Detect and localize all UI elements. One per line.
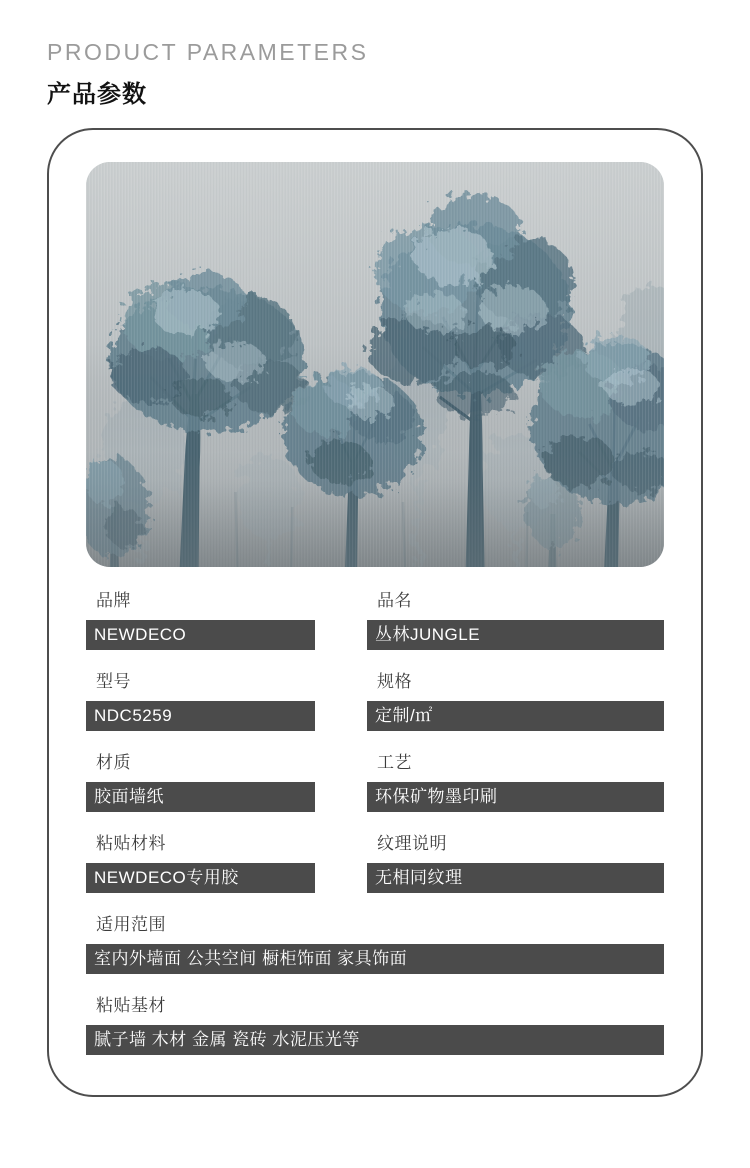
param-value-bar bbox=[86, 1025, 664, 1055]
param-value: 定制/㎡ bbox=[375, 706, 433, 726]
param-row-texture bbox=[367, 834, 664, 893]
product-image bbox=[86, 162, 664, 567]
param-value-bar bbox=[86, 701, 315, 731]
param-row-adhesive bbox=[86, 834, 315, 893]
parameters-list bbox=[86, 591, 664, 1055]
param-label: 品牌 bbox=[96, 591, 131, 611]
param-label: 型号 bbox=[96, 672, 131, 692]
param-row-model bbox=[86, 672, 315, 731]
param-label: 粘贴基材 bbox=[96, 996, 166, 1016]
param-label: 规格 bbox=[377, 672, 412, 692]
param-row-brand bbox=[86, 591, 315, 650]
param-label: 粘贴材料 bbox=[96, 834, 166, 854]
param-value-bar bbox=[367, 620, 664, 650]
forest-illustration bbox=[86, 162, 664, 567]
param-label: 适用范围 bbox=[96, 915, 166, 935]
param-value: NDC5259 bbox=[94, 706, 173, 726]
param-value-bar bbox=[86, 944, 664, 974]
page-header bbox=[0, 0, 750, 109]
param-value-bar bbox=[86, 863, 315, 893]
param-label: 品名 bbox=[377, 591, 412, 611]
param-value-bar bbox=[367, 782, 664, 812]
param-value: NEWDECO专用胶 bbox=[94, 868, 239, 888]
param-label: 纹理说明 bbox=[377, 834, 447, 854]
param-row-product-name bbox=[367, 591, 664, 650]
param-label: 工艺 bbox=[377, 753, 412, 773]
param-value: NEWDECO bbox=[94, 625, 187, 645]
param-value-bar bbox=[86, 620, 315, 650]
param-value: 无相同纹理 bbox=[375, 868, 463, 888]
param-label: 材质 bbox=[96, 753, 131, 773]
param-row-substrate bbox=[86, 996, 664, 1055]
page-title-zh: 产品参数 bbox=[47, 81, 147, 109]
parameters-card bbox=[47, 128, 703, 1097]
param-row-material bbox=[86, 753, 315, 812]
param-value-bar bbox=[86, 782, 315, 812]
param-row-spec bbox=[367, 672, 664, 731]
param-value: 腻子墙 木材 金属 瓷砖 水泥压光等 bbox=[94, 1030, 360, 1050]
param-value: 环保矿物墨印刷 bbox=[375, 787, 498, 807]
param-value-bar bbox=[367, 863, 664, 893]
param-row-craft bbox=[367, 753, 664, 812]
param-row-scope bbox=[86, 915, 664, 974]
page-title-en: PRODUCT PARAMETERS bbox=[47, 39, 369, 65]
param-value: 胶面墙纸 bbox=[94, 787, 164, 807]
param-value: 丛林JUNGLE bbox=[375, 625, 481, 645]
param-value-bar bbox=[367, 701, 664, 731]
param-value: 室内外墙面 公共空间 橱柜饰面 家具饰面 bbox=[94, 949, 408, 969]
